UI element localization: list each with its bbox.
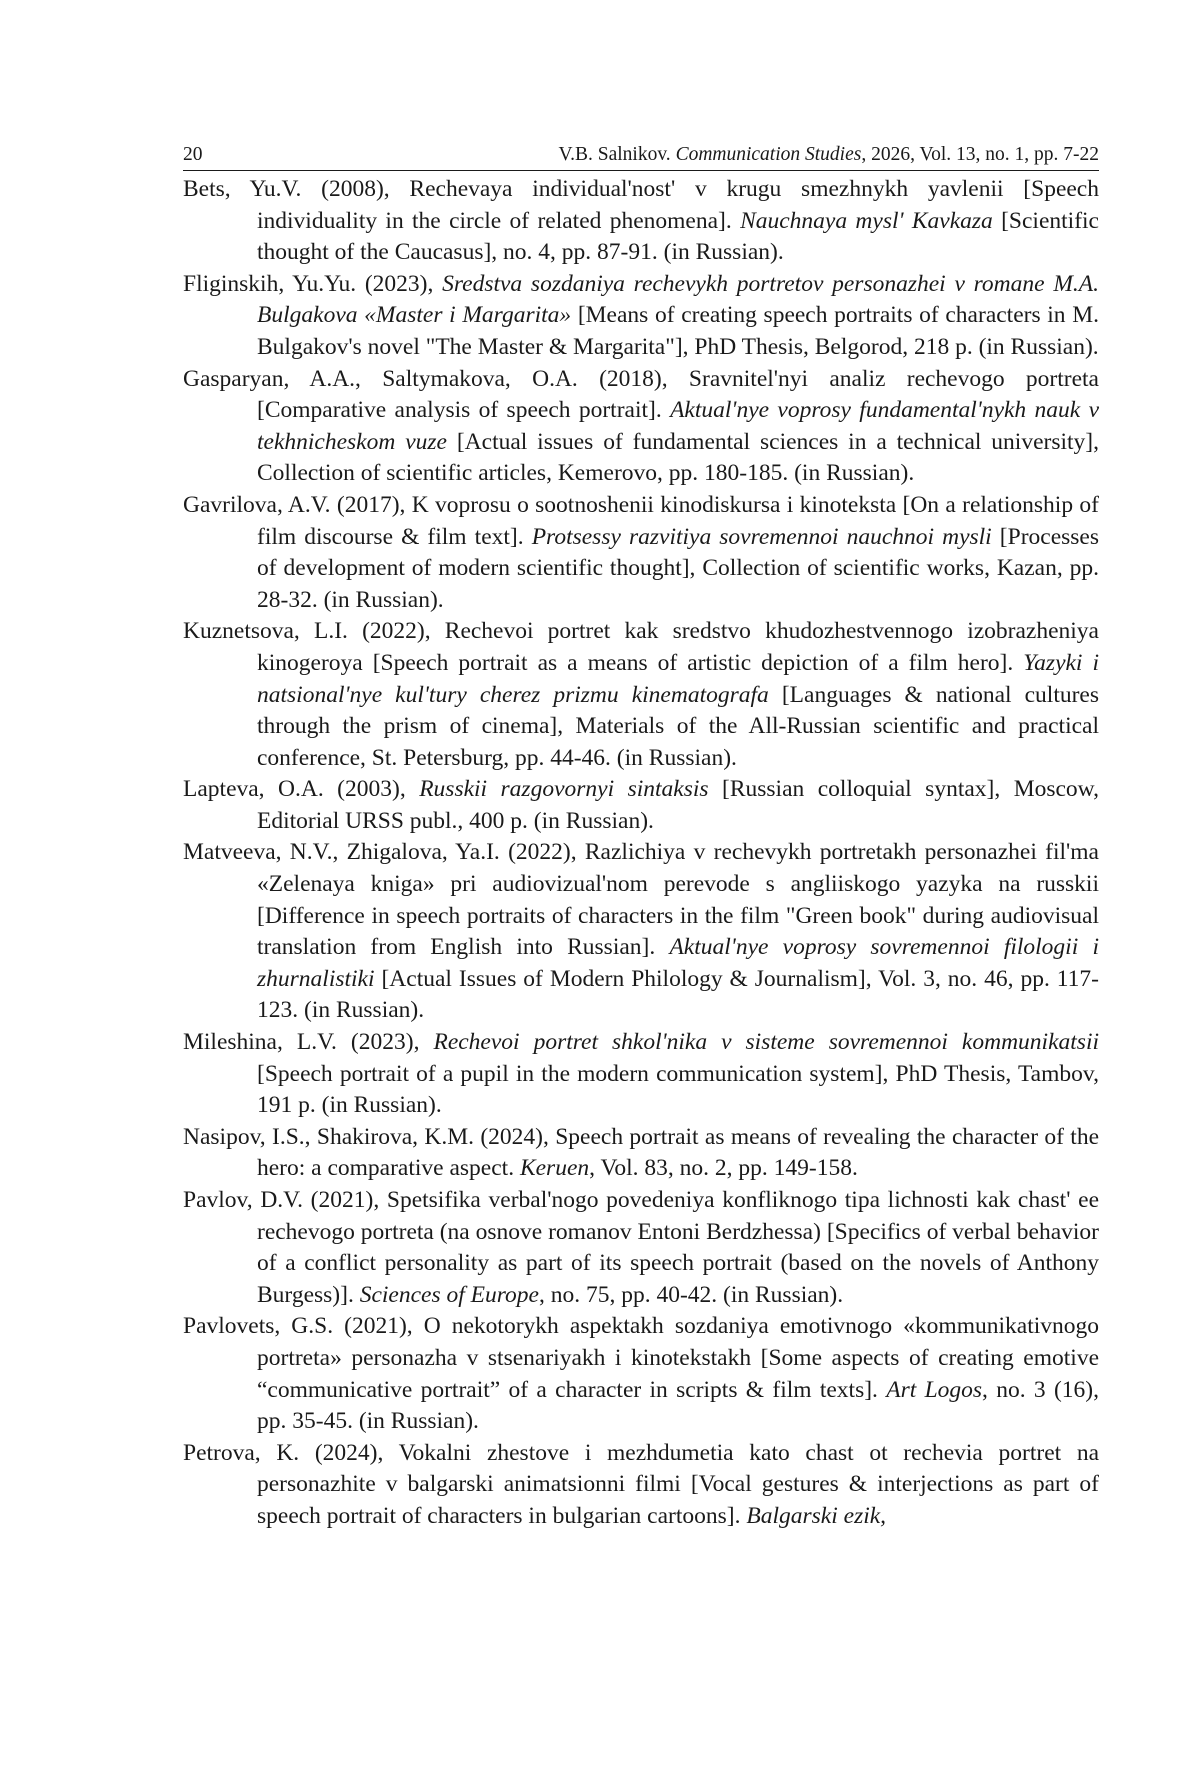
- page-number: 20: [183, 144, 203, 165]
- ref-text: [Speech portrait of a pupil in the modern communication system], PhD Thesis, Tambov, 191 p. (in Russian).: [257, 1060, 1099, 1119]
- ref-journal-title: Rechevoi portret shkol'nika v sisteme sovremennoi kommunikatsii: [433, 1029, 1099, 1056]
- reference-entry: [183, 1122, 1099, 1185]
- ref-journal-title: Protsessy razvitiya sovremennoi nauchnoi mysli: [531, 523, 992, 550]
- ref-text: , no. 75, pp. 40-42. (in Russian).: [538, 1281, 844, 1308]
- page: [183, 143, 1099, 1533]
- reference-entry: [183, 1185, 1099, 1311]
- ref-text: [Means of creating speech portraits of characters in M. Bulgakov's novel "The Master & Margarita"], PhD Thesis, Belgorod, 218 p. (in Russian).: [257, 302, 1099, 360]
- reference-entry: [183, 364, 1099, 490]
- header-journal: Communication Studies: [675, 144, 862, 165]
- ref-text: Petrova, K. (2024), Vokalni zhestove i mezhdumetia kato chast ot rechevia portret na personazhite v balgarski animatsionni filmi [Vocal gestures & interjections as part of speech portrait of characters in bulgarian cartoons].: [183, 1439, 1099, 1529]
- reference-entry: [183, 1311, 1099, 1437]
- running-header: [183, 143, 1099, 171]
- ref-journal-title: Aktual'nye voprosy fundamental'nykh nauk v tekhnicheskom vuze: [257, 397, 1099, 455]
- ref-text: Nasipov, I.S., Shakirova, K.M. (2024), Speech portrait as means of revealing the character of the hero: a comparative aspect.: [183, 1123, 1099, 1182]
- ref-journal-title: Sciences of Europe: [359, 1281, 539, 1308]
- ref-text: [Scientific thought of the Caucasus], no. 4, pp. 87-91. (in Russian).: [257, 207, 1099, 266]
- ref-journal-title: Balgarski ezik,: [746, 1502, 887, 1529]
- reference-entry: [183, 837, 1099, 1027]
- header-volume: , 2026, Vol. 13, no. 1, pp. 7-22: [861, 144, 1099, 165]
- ref-text: , no. 3 (16), pp. 35-45. (in Russian).: [257, 1376, 1099, 1435]
- ref-text: Gasparyan, A.A., Saltymakova, O.A. (2018), Sravnitel'nyi analiz rechevogo portreta [Comparative analysis of speech portrait].: [183, 365, 1099, 424]
- ref-journal-title: Russkii razgovornyi sintaksis: [419, 776, 709, 803]
- reference-entry: [183, 174, 1099, 269]
- ref-text: [Russian colloquial syntax], Moscow, Editorial URSS publ., 400 p. (in Russian).: [257, 776, 1099, 834]
- reference-entry: [183, 1027, 1099, 1122]
- ref-text: Pavlov, D.V. (2021), Spetsifika verbal'nogo povedeniya konfliknogo tipa lichnosti kak chast' ee rechevogo portreta (na osnove romanov Entoni Berdzhessa) [Specifics of verbal behavior of a conflict personality as part of its speech portrait (based on the novels of Anthony Burgess)].: [183, 1187, 1099, 1308]
- ref-text: Pavlovets, G.S. (2021), O nekotorykh aspektakh sozdaniya emotivnogo «kommunikativnogo portreta» personazha v stsenariyakh i kinotekstakh [Some aspects of creating emotive “communicative portrait” of a character in scripts & film texts].: [183, 1313, 1099, 1403]
- ref-text: [Actual Issues of Modern Philology & Journalism], Vol. 3, no. 46, pp. 117-123. (in Russian).: [257, 965, 1099, 1024]
- reference-entry: [183, 774, 1099, 837]
- ref-text: Mileshina, L.V. (2023),: [183, 1029, 434, 1056]
- ref-journal-title: Keruen: [519, 1155, 590, 1182]
- reference-entry: [183, 616, 1099, 774]
- reference-entry: [183, 269, 1099, 364]
- ref-journal-title: Aktual'nye voprosy sovremennoi filologii i zhurnalistiki: [257, 934, 1099, 992]
- ref-text: Fliginskih, Yu.Yu. (2023),: [183, 270, 443, 297]
- ref-text: Matveeva, N.V., Zhigalova, Ya.I. (2022), Razlichiya v rechevykh portretakh personazhei fil'ma «Zelenaya kniga» pri audiovizual'nom perevode s angliiskogo yazyka na russkii [Difference in speech portraits of characters in the film "Green book" during audiovisual translation from English into Russian].: [183, 839, 1099, 961]
- ref-journal-title: Art Logos: [886, 1376, 983, 1403]
- ref-text: Gavrilova, A.V. (2017), K voprosu o sootnoshenii kinodiskursa i kinoteksta [On a relationship of film discourse & film text].: [183, 491, 1099, 550]
- ref-text: , Vol. 83, no. 2, pp. 149-158.: [589, 1155, 858, 1182]
- reference-entry: [183, 1438, 1099, 1533]
- reference-entry: [183, 490, 1099, 616]
- ref-journal-title: Sredstva sozdaniya rechevykh portretov personazhei v romane M.A. Bulgakova «Master i Margarita»: [257, 270, 1099, 329]
- reference-list: [183, 174, 1099, 1533]
- ref-text: Bets, Yu.V. (2008), Rechevaya individual'nost' v krugu smezhnykh yavlenii [Speech individuality in the circle of related phenomena].: [183, 176, 1099, 234]
- ref-text: [Processes of development of modern scientific thought], Collection of scientific works, Kazan, pp. 28-32. (in Russian).: [257, 523, 1099, 613]
- ref-journal-title: Yazyki i natsional'nye kul'tury cherez prizmu kinematografa: [257, 649, 1099, 708]
- ref-text: Lapteva, O.A. (2003),: [183, 776, 420, 803]
- ref-text: [Actual issues of fundamental sciences in a technical university], Collection of scientific articles, Kemerovo, pp. 180-185. (in Russian).: [257, 428, 1099, 487]
- ref-journal-title: Nauchnaya mysl' Kavkaza: [740, 207, 993, 234]
- header-citation: [559, 143, 1099, 167]
- ref-text: [Languages & national cultures through the prism of cinema], Materials of the All-Russian scientific and practical conference, St. Petersburg, pp. 44-46. (in Russian).: [257, 681, 1100, 771]
- ref-text: Kuznetsova, L.I. (2022), Rechevoi portret kak sredstvo khudozhestvennogo izobrazheniya kinogeroya [Speech portrait as a means of artistic depiction of a film hero].: [183, 618, 1099, 676]
- header-author: V.B. Salnikov.: [558, 144, 676, 165]
